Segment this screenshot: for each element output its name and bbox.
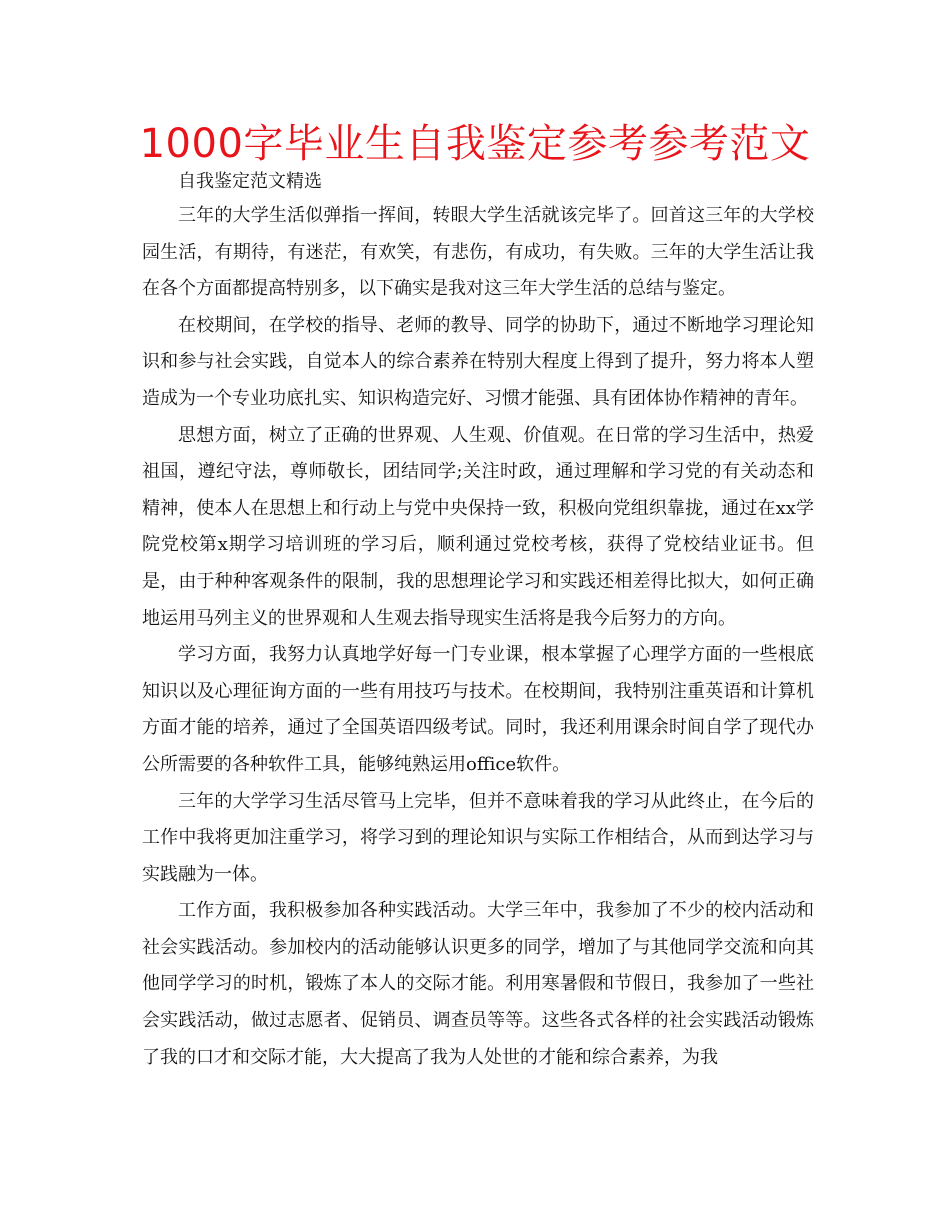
paragraph-school-period: 在校期间，在学校的指导、老师的教导、同学的协助下，通过不断地学习理论知识和参与社会实践，自觉本人的综合素养在特别大程度上得到了提升，努力将本人塑造成为一个专业功底扎实、知识构造完好、习惯才能强、具有团体协作精神的青年。 <box>142 314 814 409</box>
paragraph-ideology: 思想方面，树立了正确的世界观、人生观、价值观。在日常的学习生活中，热爱祖国，遵纪守法，尊师敬长，团结同学;关注时政，通过理解和学习党的有关动态和精神，使本人在思想上和行动上与党中央保持一致，积极向党组织靠拢，通过在xx学院党校第x期学习培训班的学习后，顺利通过党校考核，获得了党校结业证书。但是，由于种种客观条件的限制，我的思想理论学习和实践还相差得比拟大，如何正确地运用马列主义的世界观和人生观去指导现实生活将是我今后努力的方向。 <box>142 424 814 629</box>
paragraph-continued-learning: 三年的大学学习生活尽管马上完毕，但并不意味着我的学习从此终止，在今后的工作中我将更加注重学习，将学习到的理论知识与实际工作相结合，从而到达学习与实践融为一体。 <box>142 790 814 885</box>
paragraph-study: 学习方面，我努力认真地学好每一门专业课，根本掌握了心理学方面的一些根底知识以及心理征询方面的一些有用技巧与技术。在校期间，我特别注重英语和计算机方面才能的培养，通过了全国英语四级考试。同时，我还利用课余时间自学了现代办公所需要的各种软件工具，能够纯熟运用office软件。 <box>142 644 814 775</box>
document-subtitle: 自我鉴定范文精选 <box>178 171 322 192</box>
paragraph-intro: 三年的大学生活似弹指一挥间，转眼大学生活就该完毕了。回首这三年的大学校园生活，有期待，有迷茫，有欢笑，有悲伤，有成功，有失败。三年的大学生活让我在各个方面都提高特别多，以下确实是我对这三年大学生活的总结与鉴定。 <box>142 205 814 300</box>
paragraph-work: 工作方面，我积极参加各种实践活动。大学三年中，我参加了不少的校内活动和社会实践活动。参加校内的活动能够认识更多的同学，增加了与其他同学交流和向其他同学学习的时机，锻炼了本人的交际才能。利用寒暑假和节假日，我参加了一些社会实践活动，做过志愿者、促销员、调查员等等。这些各式各样的社会实践活动锻炼了我的口才和交际才能，大大提高了我为人处世的才能和综合素养，为我 <box>142 900 814 1068</box>
document-body <box>142 170 814 1076</box>
document-title: 1000字毕业生自我鉴定参考参考范文 <box>139 121 811 167</box>
